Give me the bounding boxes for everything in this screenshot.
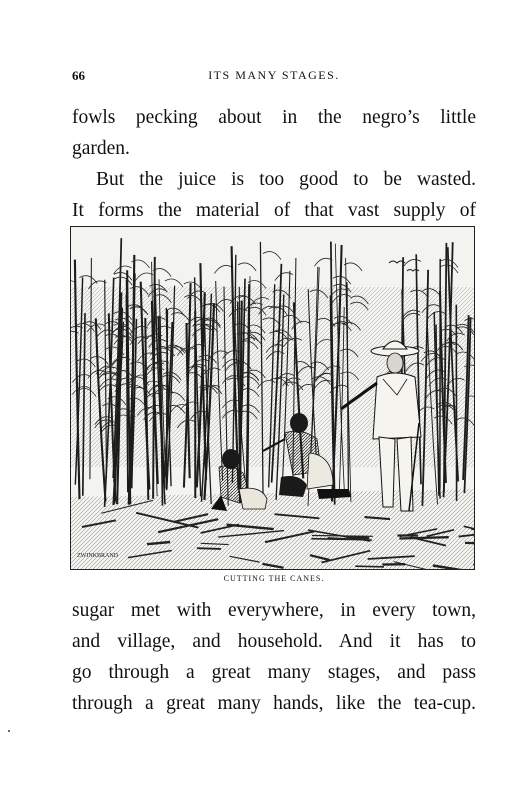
- text-line: sugar met with everywhere, in every town,: [72, 600, 476, 621]
- page-number: 66: [72, 68, 85, 83]
- paragraph-top: [72, 102, 476, 226]
- engraver-signature: ZWINKBRAND: [77, 553, 118, 559]
- engraving-cutting-canes: [70, 226, 475, 570]
- fallen-cane: [355, 566, 384, 567]
- cane-stalk: [167, 310, 168, 485]
- text-line: go through a great many stages, and pass: [72, 662, 476, 683]
- paragraph-bottom: [72, 595, 476, 719]
- running-head: [72, 68, 476, 88]
- fallen-cane: [399, 537, 448, 538]
- text-line: through a great many hands, like the tea-cup.: [72, 693, 476, 714]
- fallen-cane: [312, 536, 373, 537]
- text-line: It forms the material of that vast supply of: [72, 200, 476, 221]
- paper-speck: [8, 730, 10, 732]
- text-line: and village, and household. And it has to: [72, 631, 476, 652]
- illustration-caption: CUTTING THE CANES.: [223, 574, 325, 583]
- text-line: But the juice is too good to be wasted.: [96, 169, 476, 190]
- text-line: fowls pecking about in the negro’s little: [72, 107, 476, 128]
- engraving-artwork: [71, 227, 474, 569]
- text-line: garden.: [72, 138, 130, 159]
- fallen-cane: [346, 537, 369, 538]
- fallen-cane: [465, 543, 474, 544]
- fallen-cane: [197, 548, 221, 549]
- running-title: ITS MANY STAGES.: [208, 68, 340, 82]
